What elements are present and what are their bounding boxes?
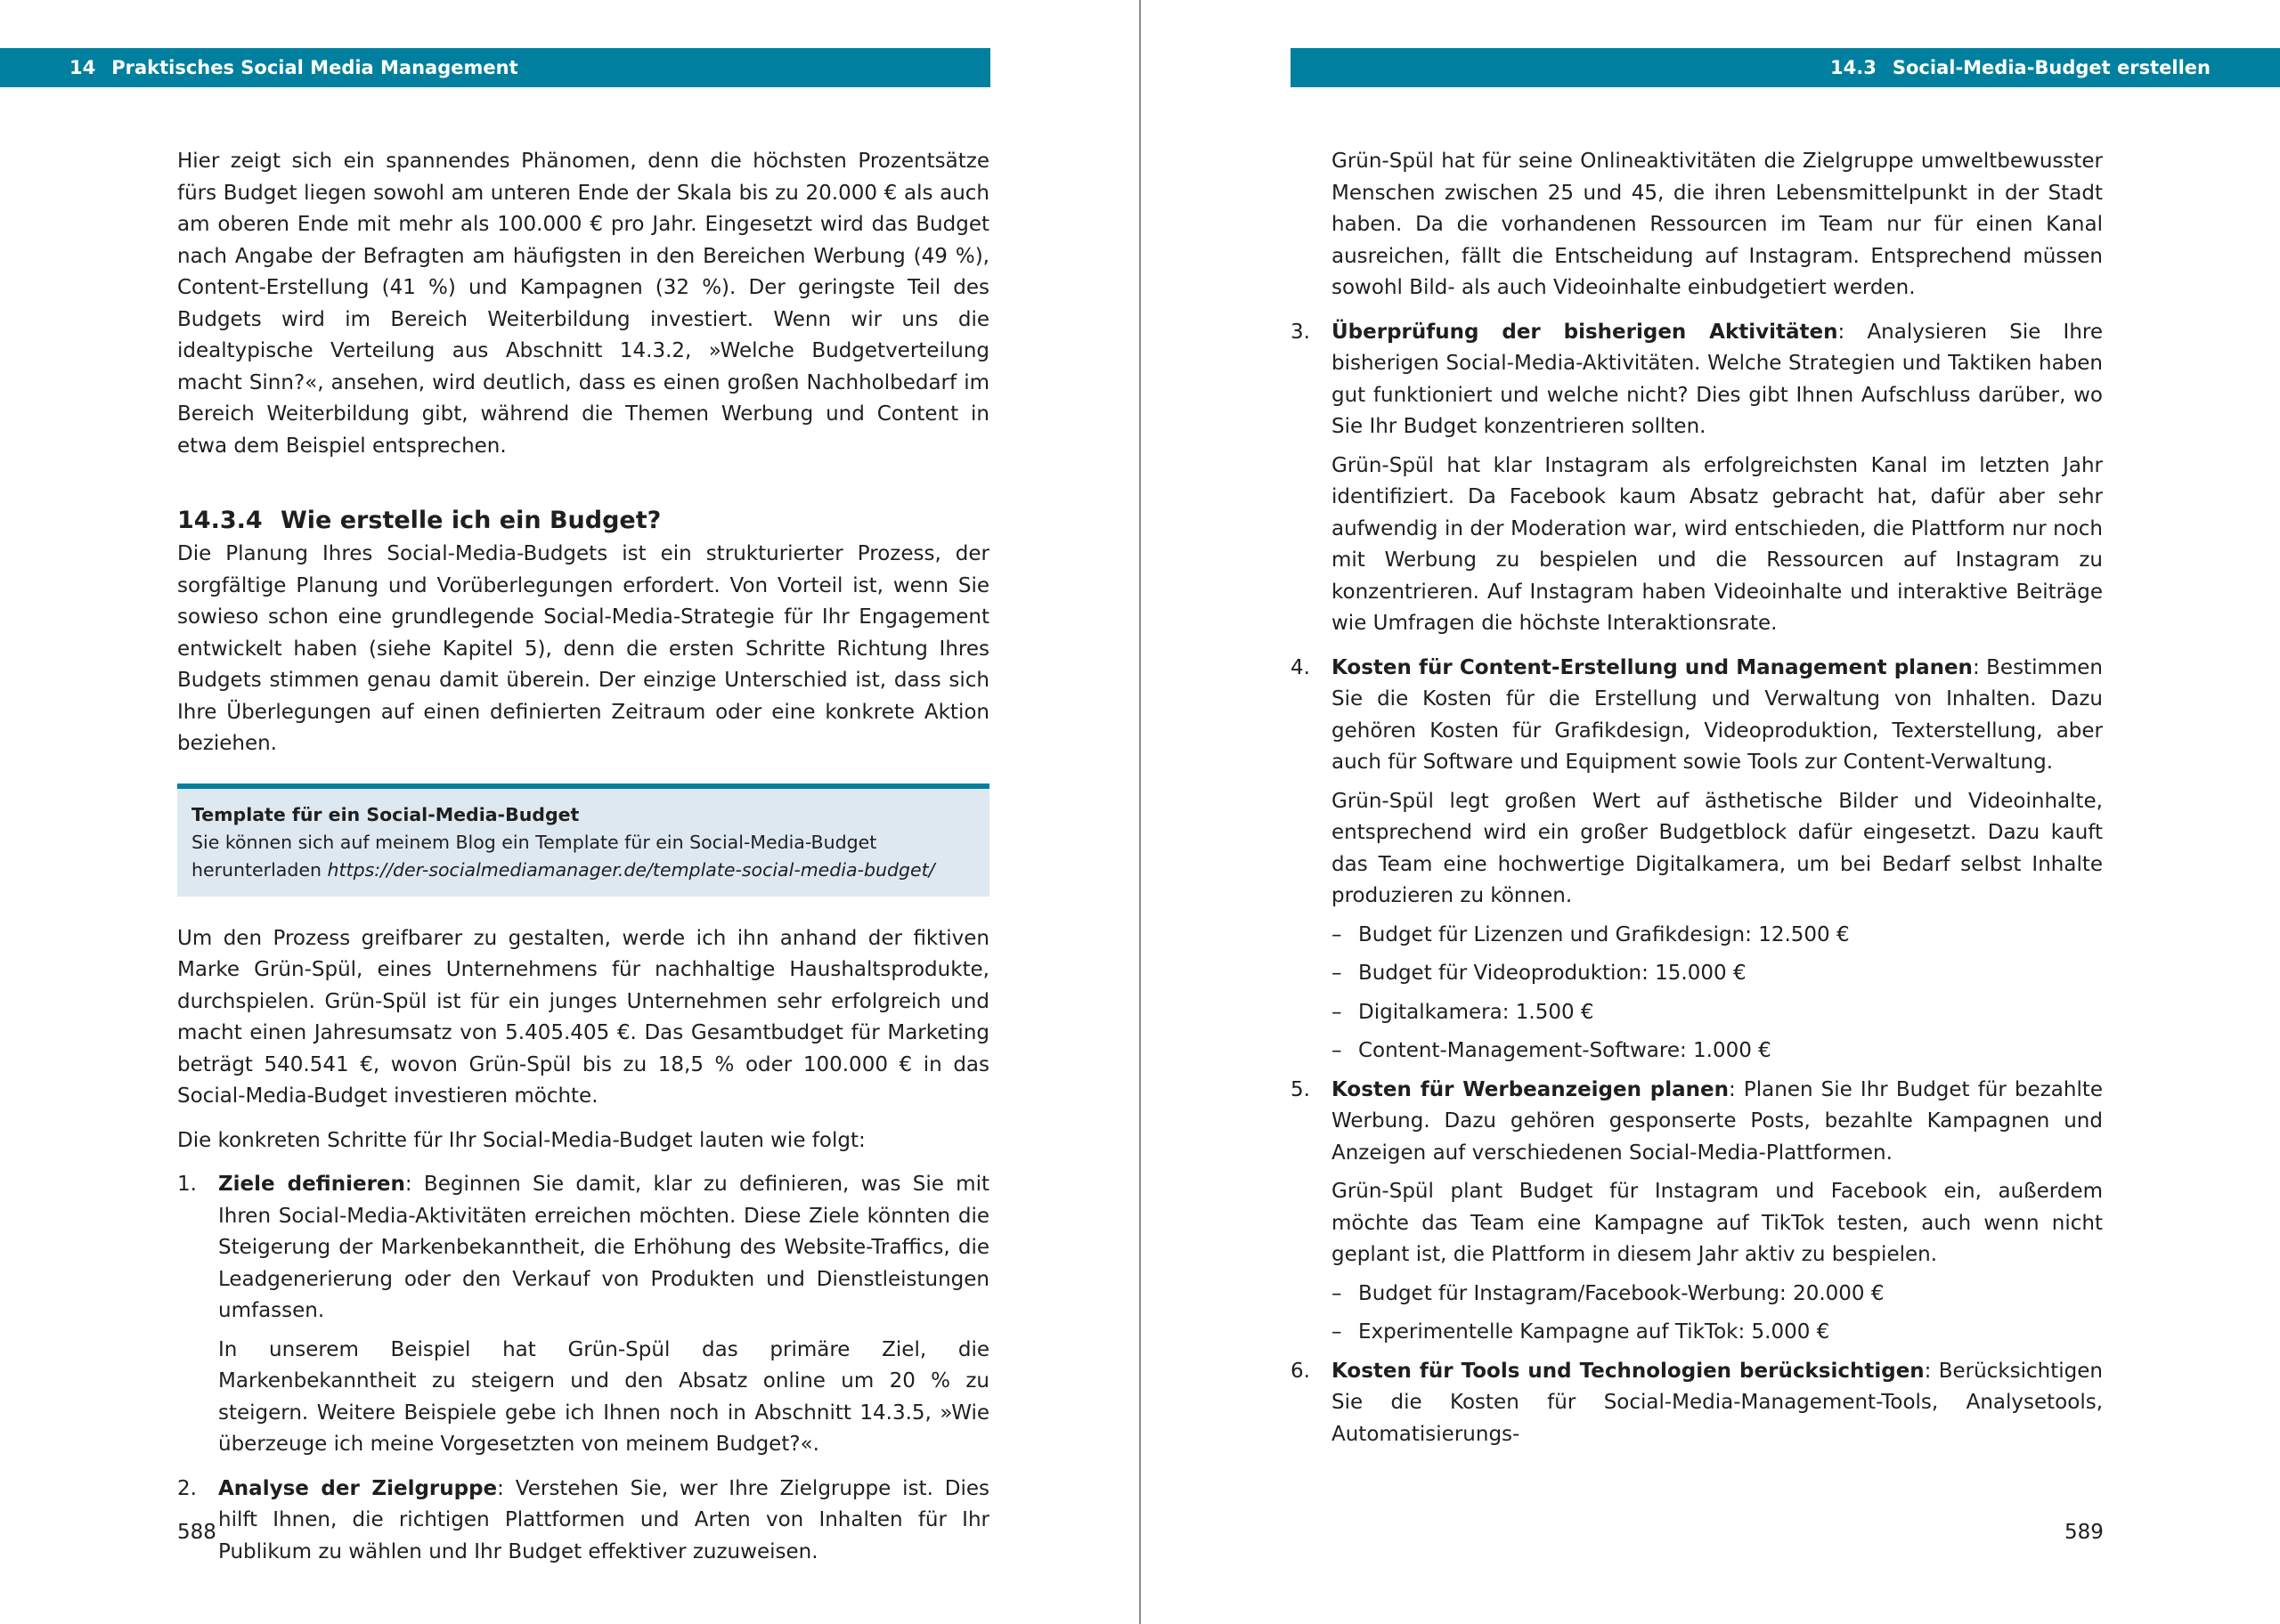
steps-list-left: [177, 1169, 989, 1568]
info-box-url[interactable]: https://der-socialmediamanager.de/template-social-media-budget/: [327, 858, 935, 881]
step-text: : Bestimmen Sie die Kosten für die Erstellung und Verwaltung von Inhalten. Dazu gehören Kosten für Grafikdesign, Videoproduktion, Texterstellung, aber auch für Software und Equipment sowie Tools zur Content-Verwaltung.: [1331, 655, 2103, 774]
running-head-right: [1291, 48, 2280, 87]
list-item: – Digitalkamera: 1.500 €: [1331, 1000, 1594, 1024]
list-item-step-2-continued: [1291, 146, 2103, 304]
list-item-step-4: [1291, 653, 2103, 1068]
chapter-number: 14: [69, 57, 96, 78]
step-term: Überprüfung der bisherigen Aktivitäten: [1331, 320, 1838, 344]
section-paragraph: Die Planung Ihres Social-Media-Budgets ist ein strukturierter Prozess, der sorgfältige Planung und Vorüberlegungen erfordert. Von Vorteil ist, wenn Sie sowieso schon eine grundlegende Social-Media-Strategie für Ihr Engagement entwickelt haben (siehe Kapitel 5), denn die ersten Schritte Richtung Ihres Budgets stimmen genau damit überein. Der einzige Unterschied ist, dass sich Ihre Überlegungen auf einen definierten Zeitraum oder eine konkrete Aktion beziehen.: [177, 542, 989, 755]
step-text: : Analysieren Sie Ihre bisherigen Social-Media-Aktivitäten. Welche Strategien und Taktiken haben gut funktioniert und welche nicht? Dies gibt Ihnen Aufschluss darüber, wo Sie Ihr Budget konzentrieren sollten.: [1331, 320, 2103, 438]
step-example: Grün-Spül hat klar Instagram als erfolgreichsten Kanal im letzten Jahr identifiziert. Da Facebook kaum Absatz gebracht hat, dafür aber sehr aufwendig in der Moderation war, wird entschieden, die Plattform nur noch mit Werbung zu bespielen und die Ressourcen auf Instagram zu konzentrieren. Auf Instagram haben Videoinhalte und interaktive Beiträge wie Umfragen die höchste Interaktionsrate.: [1331, 453, 2103, 635]
step-term: Analyse der Zielgruppe: [218, 1476, 498, 1500]
page-number-left: 588: [177, 1521, 216, 1544]
step-example: Grün-Spül hat für seine Onlineaktivitäten die Zielgruppe umweltbewusster Menschen zwischen 25 und 45, die ihren Lebensmittelpunkt in der Stadt haben. Da die vorhandenen Ressourcen im Team nur für einen Kanal ausreichen, fällt die Entscheidung auf Instagram. Entsprechend müssen sowohl Bild- als auch Videoinhalte einbudgetiert werden.: [1331, 150, 2103, 299]
section-heading: [177, 503, 989, 539]
step-number: 2.: [177, 1476, 197, 1500]
list-item: – Budget für Videoproduktion: 15.000 €: [1331, 962, 1747, 985]
list-item: – Budget für Lizenzen und Grafikdesign: 12.500 €: [1331, 922, 1850, 946]
step-number: 5.: [1291, 1077, 1310, 1101]
book-spine: [1139, 0, 1141, 1624]
list-item-step-3: [1291, 317, 2103, 640]
section-number: 14.3.4: [177, 507, 263, 534]
step-text: : Beginnen Sie damit, klar zu definieren, was Sie mit Ihren Social-Media-Aktivitäten erreichen möchten. Diese Ziele könnten die Steigerung der Markenbekanntheit, die Erhöhung des Website-Traffics, die Leadgenerierung oder den Verkauf von Produkten und Dienstleistungen umfassen.: [218, 1173, 989, 1322]
page-number-right: 589: [2064, 1521, 2104, 1544]
step-text: : Planen Sie Ihr Budget für bezahlte Werbung. Dazu gehören gesponserte Posts, bezahlte Kampagnen und Anzeigen auf verschiedenen Social-Media-Plattformen.: [1331, 1077, 2103, 1165]
step-text: : Berücksichtigen Sie die Kosten für Social-Media-Management-Tools, Analysetools, Automatisierungs-: [1331, 1359, 2103, 1446]
list-item: – Experimentelle Kampagne auf TikTok: 5.000 €: [1331, 1320, 1830, 1344]
step-example: Grün-Spül plant Budget für Instagram und Facebook ein, außerdem möchte das Team eine Kampagne auf TikTok testen, auch wenn nicht geplant ist, die Plattform in diesem Jahr aktiv zu bespielen.: [1331, 1180, 2103, 1266]
step-term: Ziele definieren: [218, 1173, 405, 1196]
section-title: Wie erstelle ich ein Budget?: [281, 507, 662, 534]
step-number: 1.: [177, 1173, 197, 1196]
step-number: 3.: [1291, 320, 1310, 344]
list-item-step-1: [177, 1169, 989, 1461]
list-item-step-6: [1291, 1356, 2103, 1451]
list-item-step-5: [1291, 1075, 2103, 1349]
running-head-left: [0, 48, 990, 87]
step-number: 4.: [1291, 655, 1310, 679]
info-box: [177, 784, 989, 897]
info-box-text: Sie können sich auf meinem Blog ein Template für ein Social-Media-Budget herunterladen https://der-socialmediamanager.de/template-social-media-budget/: [191, 831, 935, 881]
example-paragraph: Um den Prozess greifbarer zu gestalten, werde ich ihn anhand der fiktiven Marke Grün-Spül, eines Unternehmens für nachhaltige Haushaltsprodukte, durchspielen. Grün-Spül ist für ein junges Unternehmen sehr erfolgreich und macht einen Jahresumsatz von 5.405.405 €. Das Gesamtbudget für Marketing beträgt 540.541 €, wovon Grün-Spül bis zu 18,5 % oder 100.000 € in das Social-Media-Budget investieren möchte.: [177, 926, 989, 1108]
step-text: : Verstehen Sie, wer Ihre Zielgruppe ist. Dies hilft Ihnen, die richtigen Plattformen und Arten von Inhalten für Ihr Publikum zu wählen und Ihr Budget effektiver zuzuweisen.: [218, 1476, 989, 1563]
chapter-title: Praktisches Social Media Management: [111, 57, 518, 78]
list-item: – Content-Management-Software: 1.000 €: [1331, 1039, 1771, 1062]
section-title: Social-Media-Budget erstellen: [1892, 57, 2211, 78]
steps-intro: Die konkreten Schritte für Ihr Social-Media-Budget lauten wie folgt:: [177, 1128, 866, 1152]
step-number: 6.: [1291, 1359, 1310, 1383]
intro-paragraph: Hier zeigt sich ein spannendes Phänomen, denn die höchsten Prozentsätze fürs Budget liegen sowohl am unteren Ende der Skala bis zu 20.000 € als auch am oberen Ende mit mehr als 100.000 € pro Jahr. Eingesetzt wird das Budget nach Angabe der Befragten am häufigsten in den Bereichen Werbung (49 %), Content-Erstellung (41 %) und Kampagnen (32 %). Der geringste Teil des Budgets wird im Bereich Weiterbildung investiert. Wenn wir uns die idealtypische Verteilung aus Abschnitt 14.3.2, »Welche Budgetverteilung macht Sinn?«, ansehen, wird deutlich, dass es einen großen Nachholbedarf im Bereich Weiterbildung gibt, während die Themen Werbung und Content in etwa dem Beispiel entsprechen.: [177, 150, 989, 458]
cost-list-ads: [1331, 1279, 2103, 1349]
right-page-body: [1291, 146, 2103, 1450]
step-term: Kosten für Werbeanzeigen planen: [1331, 1077, 1730, 1101]
steps-list-right: [1291, 146, 2103, 1450]
info-box-title: Template für ein Social-Media-Budget: [191, 803, 580, 825]
step-example: In unserem Beispiel hat Grün-Spül das primäre Ziel, die Markenbekanntheit zu steigern und den Absatz online um 20 % zu steigern. Weitere Beispiele gebe ich Ihnen noch in Abschnitt 14.3.5, »Wie überzeuge ich meine Vorgesetzten von meinem Budget?«.: [218, 1337, 989, 1456]
step-term: Kosten für Content-Erstellung und Management planen: [1331, 655, 1973, 679]
section-number: 14.3: [1830, 57, 1877, 78]
left-page-body: [177, 146, 989, 1568]
list-item-step-2: [177, 1474, 989, 1569]
step-example: Grün-Spül legt großen Wert auf ästhetische Bilder und Videoinhalte, entsprechend wird ein großer Budgetblock dafür eingesetzt. Dazu kauft das Team eine hochwertige Digitalkamera, um bei Bedarf selbst Inhalte produzieren zu können.: [1331, 789, 2103, 907]
cost-list-content: [1331, 920, 2103, 1068]
step-term: Kosten für Tools und Technologien berücksichtigen: [1331, 1359, 1925, 1383]
list-item: – Budget für Instagram/Facebook-Werbung: 20.000 €: [1331, 1281, 1885, 1305]
